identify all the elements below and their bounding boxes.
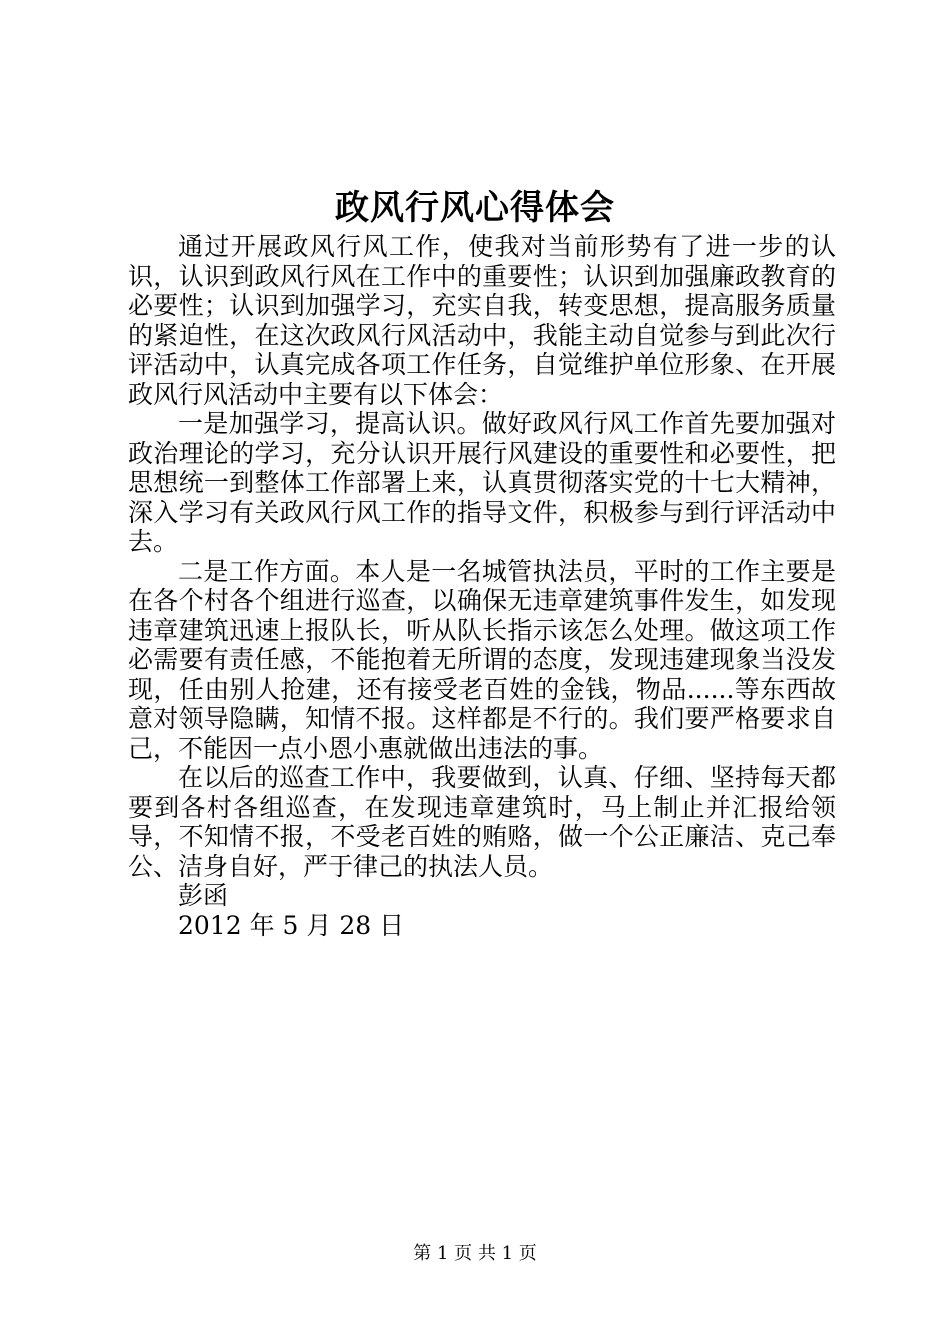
paragraph-intro: 通过开展政风行风工作，使我对当前形势有了进一步的认识，认识到政风行风在工作中的重要性；认识到加强廉政教育的必要性；认识到加强学习，充实自我，转变思想，提高服务质量的紧迫性，在这次政风行风活动中，我能主动自觉参与到此次行评活动中，认真完成各项工作任务，自觉维护单位形象、在开展政风行风活动中主要有以下体会： (128, 232, 836, 409)
signature-name: 彭函 (178, 881, 229, 910)
document-body (128, 232, 836, 940)
paragraph-work: 二是工作方面。本人是一名城管执法员，平时的工作主要是在各个村各个组进行巡查，以确保无违章建筑事件发生，如发现违章建筑迅速上报队长，听从队长指示该怎么处理。做这项工作必需要有责任感，不能抱着无所谓的态度，发现违建现象当没发现，任由别人抢建，还有接受老百姓的金钱，物品......等东西故意对领导隐瞒，知情不报。这样都是不行的。我们要严格要求自己，不能因一点小恩小惠就做出违法的事。 (128, 556, 836, 763)
document-title: 政风行风心得体会 (335, 188, 615, 228)
paragraph-study: 一是加强学习，提高认识。做好政风行风工作首先要加强对政治理论的学习，充分认识开展行风建设的重要性和必要性，把思想统一到整体工作部署上来，认真贯彻落实党的十七大精神，深入学习有关政风行风工作的指导文件，积极参与到行评活动中去。 (128, 409, 836, 556)
page-footer: 第 1 页 共 1 页 (413, 1243, 537, 1264)
paragraph-future: 在以后的巡查工作中，我要做到，认真、仔细、坚持每天都要到各村各组巡查，在发现违章建筑时，马上制止并汇报给领导，不知情不报，不受老百姓的贿赂，做一个公正廉洁、克己奉公、洁身自好，严于律己的执法人员。 (128, 763, 836, 881)
signature-date: 2012 年 5 月 28 日 (178, 910, 405, 940)
